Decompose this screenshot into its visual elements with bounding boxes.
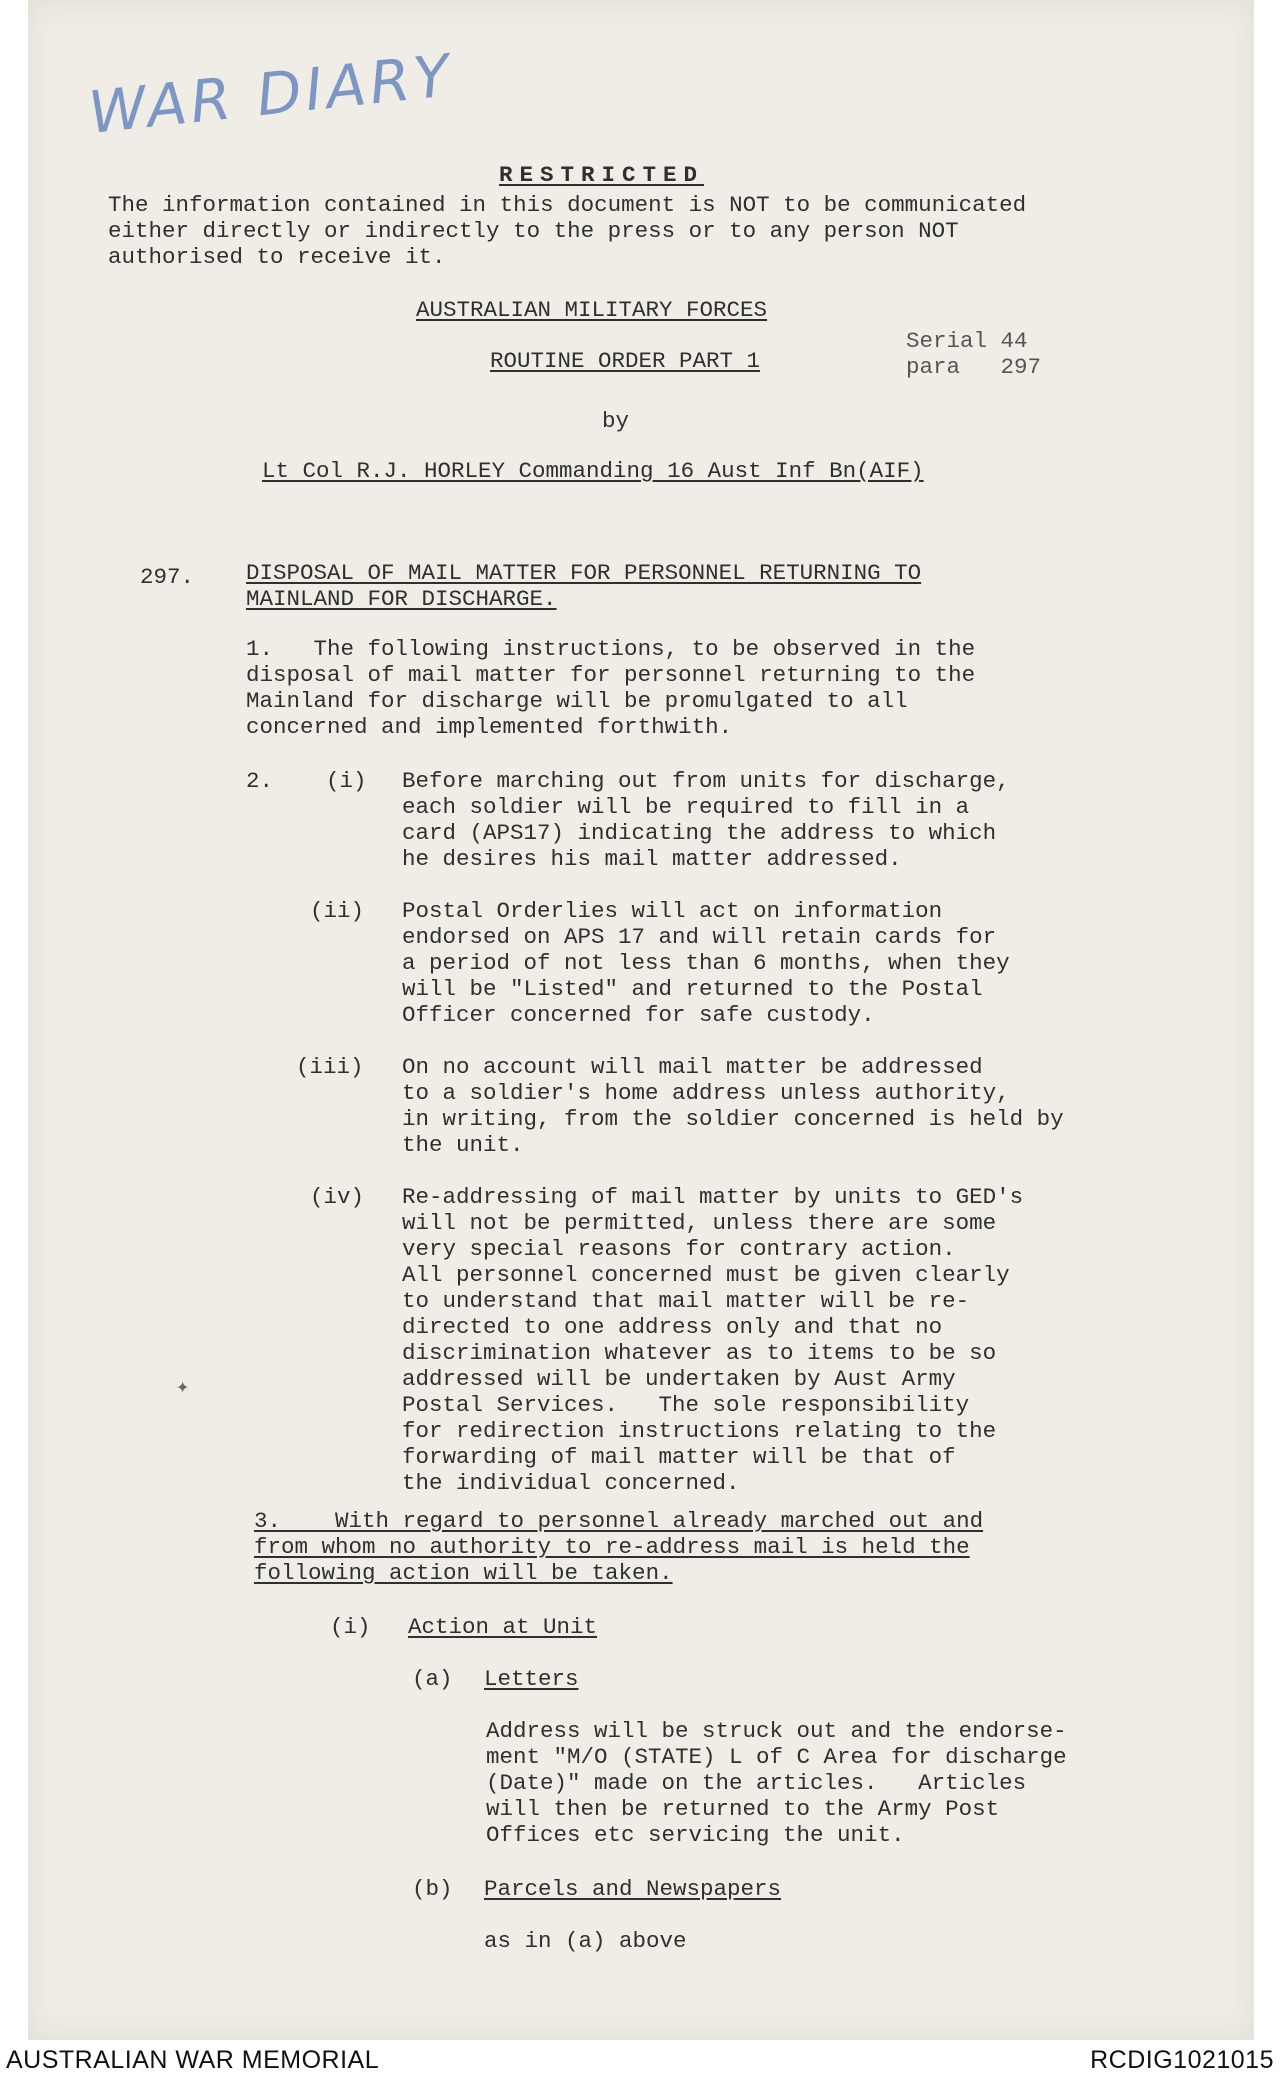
letters-title: Letters [484,1666,579,1692]
parcels-title: Parcels and Newspapers [484,1876,782,1902]
classification-heading: RESTRICTED [499,162,705,188]
para-label: para 297 [906,354,1042,380]
letters-label: (a) [412,1666,453,1692]
war-diary-handwriting: WAR DIARY [85,41,457,147]
parcels-label: (b) [412,1876,453,1902]
by-label: by [602,408,630,434]
organisation-title: AUSTRALIAN MILITARY FORCES [416,297,768,323]
order-title: ROUTINE ORDER PART 1 [490,348,761,374]
commander-line: Lt Col R.J. HORLEY Commanding 16 Aust Inf Bn(AIF) [262,458,924,484]
action-title: Action at Unit [408,1614,598,1640]
serial-label: Serial 44 [906,328,1028,354]
parcels-text: as in (a) above [484,1928,687,1954]
footer-document-id: RCDIG1021015 [1090,2046,1274,2074]
paragraph-2-number: 2. [246,768,274,794]
paragraph-number: 297. [140,564,195,590]
margin-mark: ✦ [176,1375,190,1400]
footer-institution: AUSTRALIAN WAR MEMORIAL [6,2046,380,2074]
action-number: (i) [330,1614,371,1640]
